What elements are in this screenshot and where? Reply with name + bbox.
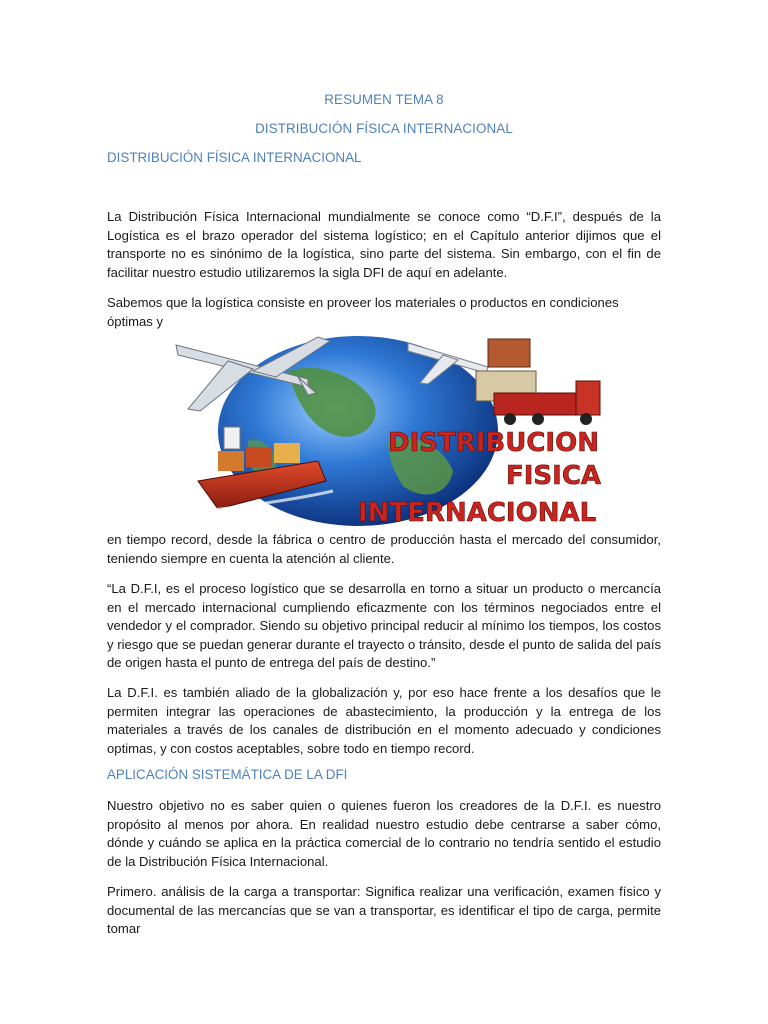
- illustration-word-2: FISICA: [506, 461, 602, 491]
- paragraph-objective: Nuestro objetivo no es saber quien o quienes fueron los creadores de la D.F.I. es nuestro propósito al menos por ahora. En realidad nuestro estudio debe centrarse a saber cómo, dónde y cuándo se aplica en la práctica comercial de lo contrario no tendría sentido el estudio de la Distribución Física Internacional.: [107, 798, 661, 869]
- paragraph-intro-1: La Distribución Física Internacional mundialmente se conoce como “D.F.I”, después de la Logística es el brazo operador del sistema logístico; en el Capítulo anterior dijimos que el transporte no es sinónimo de la logística, sino parte del sistema. Sin embargo, con el fin de facilitar nuestro estudio utilizaremos la sigla DFI de aquí en adelante.: [107, 209, 661, 280]
- paragraph-after-figure-1: en tiempo record, desde la fábrica o centro de producción hasta el mercado del consumidor, teniendo siempre en cuenta la atención al cliente.: [107, 532, 661, 566]
- paragraph-intro-2: Sabemos que la logística consiste en proveer los materiales o productos en condiciones óptimas y: [107, 295, 619, 329]
- paragraph-quote-definition: “La D.F.I, es el proceso logístico que se desarrolla en torno a situar un producto o mercancía en el mercado internacional cumpliendo eficazmente con los términos negociados entre el vendedor y el comprador. Siendo su objetivo principal reducir al mínimo los tiempos, los costos y riesgo que se puedan generar durante el trayecto o tránsito, desde el punto de salida del país de origen hasta el punto de entrega del país de destino.”: [107, 581, 661, 671]
- illustration-word-1: DISTRIBUCION: [388, 428, 599, 458]
- document-subtitle: DISTRIBUCIÓN FÍSICA INTERNACIONAL: [255, 121, 513, 136]
- document-title: RESUMEN TEMA 8: [324, 92, 444, 107]
- paragraph-first-step: Primero. análisis de la carga a transportar: Significa realizar una verificación, examen físico y documental de las mercancías que se van a transportar, es identificar el tipo de carga, permite tomar: [107, 884, 661, 937]
- section-heading-dfi: DISTRIBUCIÓN FÍSICA INTERNACIONAL: [107, 150, 362, 165]
- illustration-word-3: INTERNACIONAL: [358, 498, 597, 528]
- section-heading-application: APLICACIÓN SISTEMÁTICA DE LA DFI: [107, 767, 348, 782]
- dfi-illustration: [158, 331, 606, 528]
- paragraph-globalization: La D.F.I. es también aliado de la globalización y, por eso hace frente a los desafíos que le permiten integrar las operaciones de abastecimiento, la producción y la entrega de los materiales a través de los canales de distribución en el momento adecuado y condiciones optimas, y con costos aceptables, sobre todo en tiempo record.: [107, 685, 661, 756]
- truck-icon: [476, 339, 600, 425]
